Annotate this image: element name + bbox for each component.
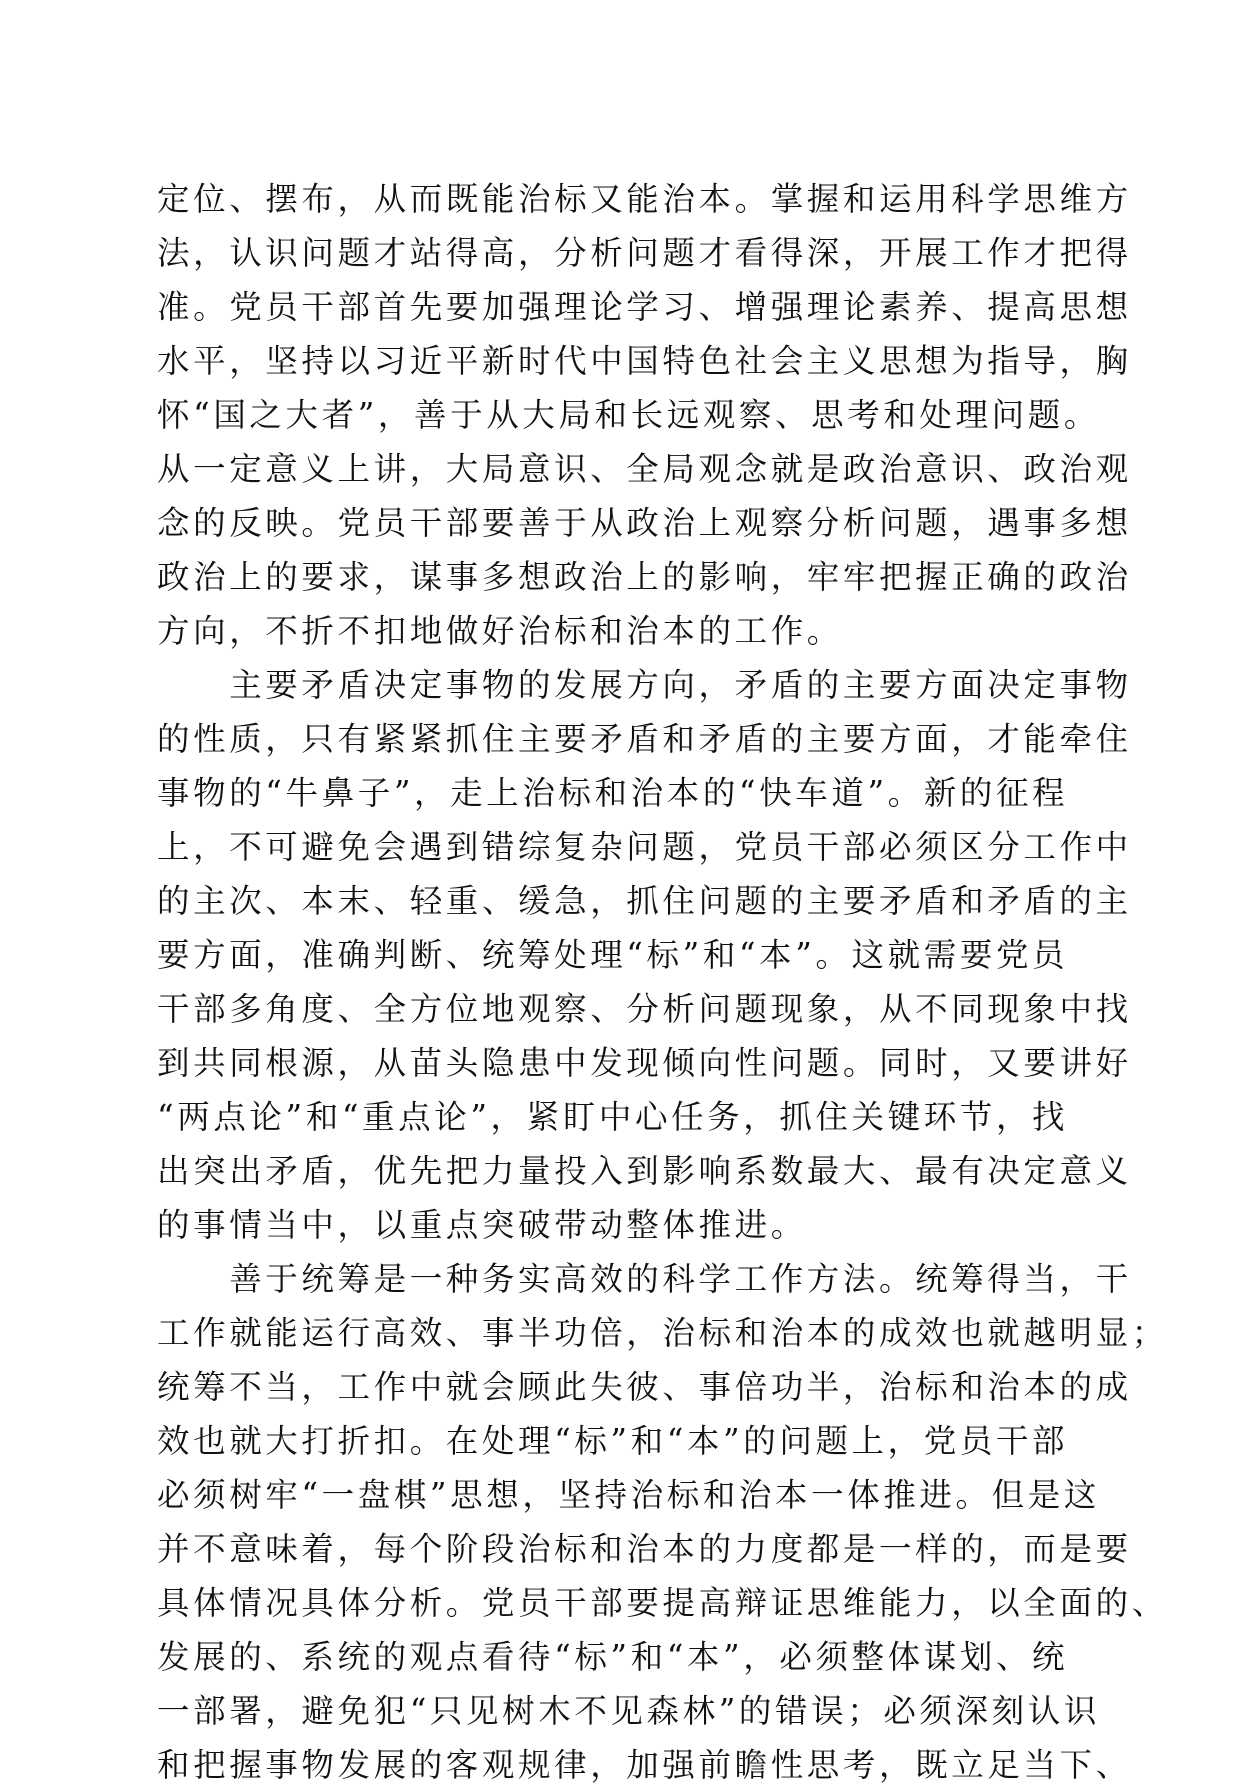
text-line: 到共同根源，从苗头隐患中发现倾向性问题。同时，又要讲好: [157, 1044, 1132, 1082]
text-line: 从一定意义上讲，大局意识、全局观念就是政治意识、政治观: [157, 450, 1132, 488]
text-line: 准。党员干部首先要加强理论学习、增强理论素养、提高思想: [157, 288, 1132, 326]
text-line: 主要矛盾决定事物的发展方向，矛盾的主要方面决定事物: [157, 666, 1132, 704]
text-line: 怀“国之大者”，善于从大局和长远观察、思考和处理问题。: [157, 396, 1100, 434]
text-line: 善于统筹是一种务实高效的科学工作方法。统筹得当，干: [157, 1260, 1132, 1298]
text-line: 政治上的要求，谋事多想政治上的影响，牢牢把握正确的政治: [157, 558, 1132, 596]
text-line: 事物的“牛鼻子”，走上治标和治本的“快车道”。新的征程: [157, 774, 1069, 812]
text-line: 统筹不当，工作中就会顾此失彼、事倍功半，治标和治本的成: [157, 1368, 1132, 1406]
text-line: 定位、摆布，从而既能治标又能治本。掌握和运用科学思维方: [157, 180, 1132, 218]
text-line: 的性质，只有紧紧抓住主要矛盾和矛盾的主要方面，才能牵住: [157, 720, 1132, 758]
text-line: 工作就能运行高效、事半功倍，治标和治本的成效也就越明显；: [157, 1314, 1168, 1352]
text-line: 的事情当中，以重点突破带动整体推进。: [157, 1206, 807, 1244]
text-line: 效也就大打折扣。在处理“标”和“本”的问题上，党员干部: [157, 1422, 1069, 1460]
text-line: 法，认识问题才站得高，分析问题才看得深，开展工作才把得: [157, 234, 1132, 272]
text-line: 出突出矛盾，优先把力量投入到影响系数最大、最有决定意义: [157, 1152, 1132, 1190]
text-line: 要方面，准确判断、统筹处理“标”和“本”。这就需要党员: [157, 936, 1069, 974]
text-line: 具体情况具体分析。党员干部要提高辩证思维能力，以全面的、: [157, 1584, 1168, 1622]
body-text: [157, 172, 1168, 1792]
text-line: 发展的、系统的观点看待“标”和“本”，必须整体谋划、统: [157, 1638, 1069, 1676]
text-line: 念的反映。党员干部要善于从政治上观察分析问题，遇事多想: [157, 504, 1132, 542]
text-line: 上，不可避免会遇到错综复杂问题，党员干部必须区分工作中: [157, 828, 1132, 866]
text-line: 的主次、本末、轻重、缓急，抓住问题的主要矛盾和矛盾的主: [157, 882, 1132, 920]
text-line: 方向，不折不扣地做好治标和治本的工作。: [157, 612, 843, 650]
text-line: 和把握事物发展的客观规律，加强前瞻性思考，既立足当下、: [157, 1746, 1132, 1784]
text-line: 并不意味着，每个阶段治标和治本的力度都是一样的，而是要: [157, 1530, 1132, 1568]
text-line: 一部署，避免犯“只见树木不见森林”的错误；必须深刻认识: [157, 1692, 1100, 1730]
text-line: “两点论”和“重点论”，紧盯中心任务，抓住关键环节，找: [157, 1098, 1069, 1136]
text-line: 必须树牢“一盘棋”思想，坚持治标和治本一体推进。但是这: [157, 1476, 1100, 1514]
text-line: 干部多角度、全方位地观察、分析问题现象，从不同现象中找: [157, 990, 1132, 1028]
text-line: 水平，坚持以习近平新时代中国特色社会主义思想为指导，胸: [157, 342, 1132, 380]
